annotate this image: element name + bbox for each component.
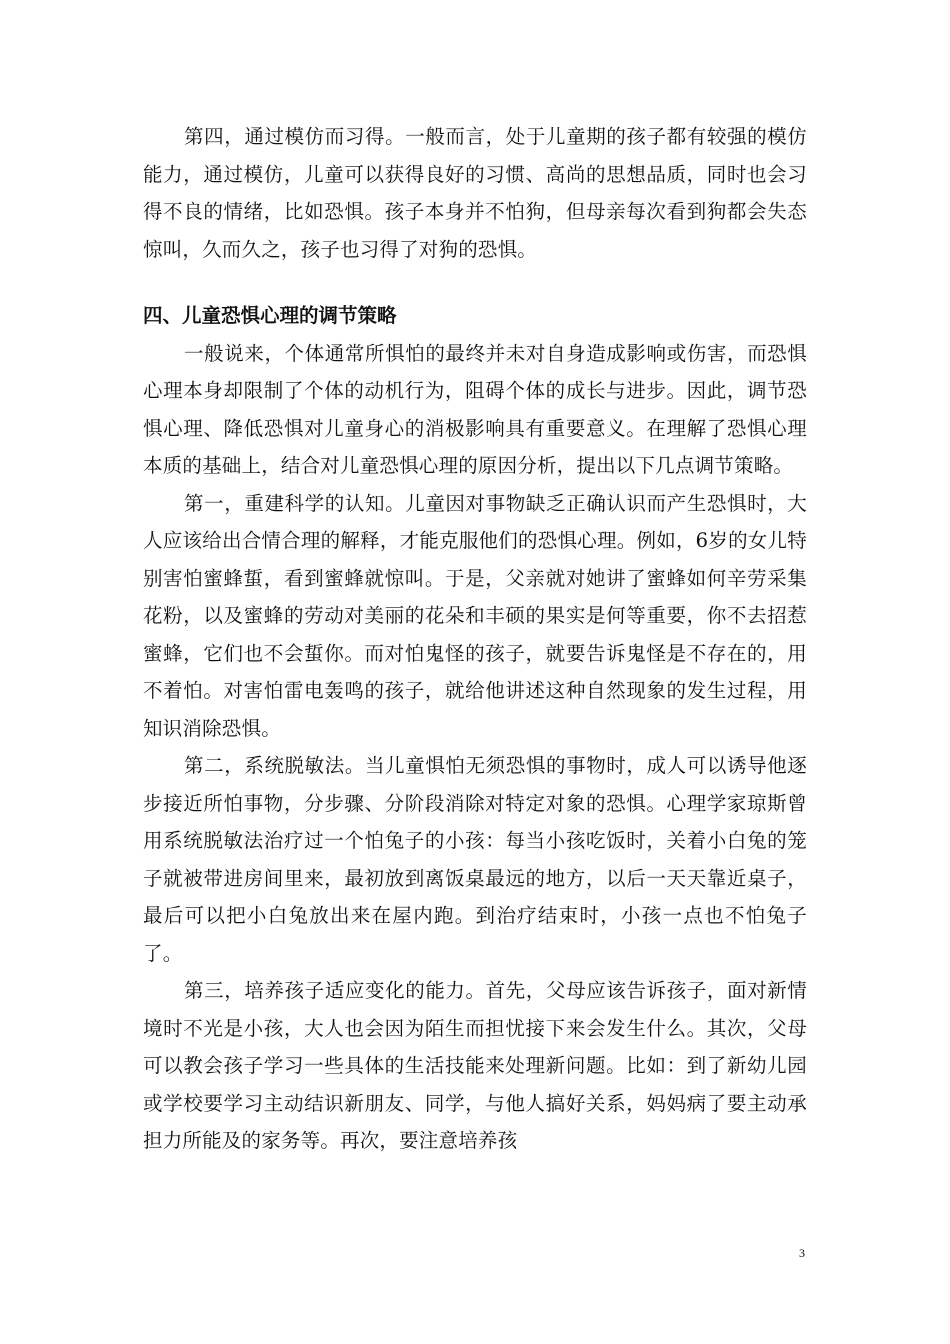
- paragraph-intro: 一般说来，个体通常所惧怕的最终并未对自身造成影响或伤害，而恐惧心理本身却限制了个体的动机行为，阻碍个体的成长与进步。因此，调节恐惧心理、降低恐惧对儿童身心的消极影响具有重要意义。在理解了恐惧心理本质的基础上，结合对儿童恐惧心理的原因分析，提出以下几点调节策略。: [143, 341, 807, 477]
- paragraph-strategy-3: 第三，培养孩子适应变化的能力。首先，父母应该告诉孩子，面对新情境时不光是小孩，大人也会因为陌生而担忧接下来会发生什么。其次，父母可以教会孩子学习一些具体的生活技能来处理新问题。比如：到了新幼儿园或学校要学习主动结识新朋友、同学，与他人搞好关系，妈妈病了要主动承担力所能及的家务等。再次，要注意培养孩: [143, 979, 807, 1152]
- document-page: [143, 118, 807, 1160]
- section-heading: 四、儿童恐惧心理的调节策略: [143, 304, 397, 327]
- paragraph-strategy-1: 第一，重建科学的认知。儿童因对事物缺乏正确认识而产生恐惧时，大人应该给出合情合理的解释，才能克服他们的恐惧心理。例如，6岁的女儿特别害怕蜜蜂蜇，看到蜜蜂就惊叫。于是，父亲就对她讲了蜜蜂如何辛劳采集花粉，以及蜜蜂的劳动对美丽的花朵和丰硕的果实是何等重要，你不去招惹蜜蜂，它们也不会蜇你。而对怕鬼怪的孩子，就要告诉鬼怪是不存在的，用不着怕。对害怕雷电轰鸣的孩子，就给他讲述这种自然现象的发生过程，用知识消除恐惧。: [143, 491, 807, 740]
- paragraph-strategy-2: 第二，系统脱敏法。当儿童惧怕无须恐惧的事物时，成人可以诱导他逐步接近所怕事物，分步骤、分阶段消除对特定对象的恐惧。心理学家琼斯曾用系统脱敏法治疗过一个怕兔子的小孩：每当小孩吃饭时，关着小白兔的笼子就被带进房间里来，最初放到离饭桌最远的地方，以后一天天靠近桌子，最后可以把小白兔放出来在屋内跑。到治疗结束时，小孩一点也不怕兔子了。: [143, 754, 807, 965]
- page-number: 3: [799, 1246, 805, 1260]
- paragraph-imitation: 第四，通过模仿而习得。一般而言，处于儿童期的孩子都有较强的模仿能力，通过模仿，儿童可以获得良好的习惯、高尚的思想品质，同时也会习得不良的情绪，比如恐惧。孩子本身并不怕狗，但母亲每次看到狗都会失态惊叫，久而久之，孩子也习得了对狗的恐惧。: [143, 125, 807, 261]
